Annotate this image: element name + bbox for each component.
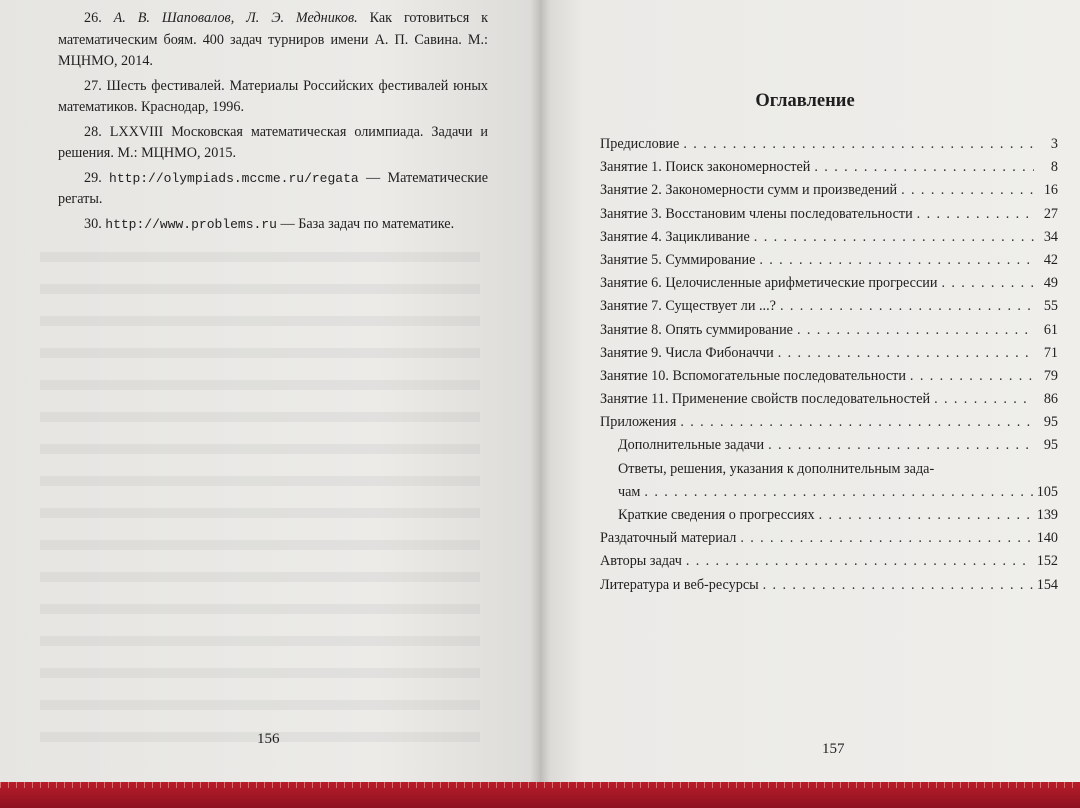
toc-entry-page: 95	[1043, 437, 1058, 454]
toc-leader-dots	[759, 252, 1034, 269]
toc-entry-page: 86	[1043, 391, 1058, 408]
toc-entry-page: 3	[1050, 136, 1058, 152]
toc-entry-page: 42	[1043, 251, 1058, 268]
reference-item	[58, 8, 488, 73]
toc-leader-dots	[819, 507, 1033, 524]
toc-entry-label: Занятие 2. Закономерности сумм и произведений	[600, 182, 898, 199]
toc-leader-dots	[814, 159, 1034, 176]
toc-entry-page: 34	[1043, 228, 1058, 245]
reference-number: 30.	[84, 215, 102, 232]
toc-entry-page: 8	[1050, 159, 1058, 176]
toc-leader-dots	[686, 553, 1033, 570]
reference-text: — База задач по математике.	[276, 215, 455, 232]
toc-entry-label: Занятие 3. Восстановим члены последовательности	[600, 205, 913, 222]
toc-entry-label-line1: Ответы, решения, указания к дополнительным зада-	[618, 460, 935, 477]
toc-leader-dots	[941, 275, 1034, 292]
toc-entry-label: Занятие 10. Вспомогательные последовательности	[600, 367, 906, 384]
toc-entry	[600, 345, 1058, 368]
toc-entry-label: Раздаточный материал	[600, 530, 737, 547]
toc-entry-label: чам	[618, 483, 641, 500]
reference-item	[58, 122, 488, 165]
page-number-left: 156	[257, 731, 280, 747]
toc-leader-dots	[763, 577, 1033, 594]
toc-entry-page: 105	[1036, 483, 1058, 500]
toc-entry-label: Занятие 6. Целочисленные арифметические прогрессии	[600, 275, 938, 292]
toc-leader-dots	[754, 229, 1034, 246]
toc-entry-page: 49	[1043, 275, 1058, 292]
toc-title: Оглавление	[755, 91, 855, 111]
toc-entry-label: Занятие 1. Поиск закономерностей	[600, 159, 811, 176]
toc-entry-page: 152	[1036, 553, 1058, 570]
toc-entry	[600, 368, 1058, 391]
toc-entry-page: 139	[1036, 507, 1058, 523]
reference-number: 27.	[84, 77, 102, 94]
toc-entry	[600, 206, 1058, 229]
toc-entry-label: Краткие сведения о прогрессиях	[618, 507, 815, 523]
toc-entry	[600, 553, 1058, 576]
reference-number: 26.	[84, 10, 102, 26]
reference-url: http://www.problems.ru	[105, 216, 277, 232]
toc-entry	[600, 136, 1058, 159]
red-table-surface	[0, 782, 1080, 808]
reference-text: — Математические регаты.	[58, 169, 489, 207]
toc-entry-label: Занятие 7. Существует ли ...?	[600, 298, 776, 315]
toc-entry	[600, 298, 1058, 321]
toc-subentry	[600, 437, 1058, 460]
reference-item	[58, 168, 488, 211]
toc-leader-dots	[778, 345, 1034, 362]
toc-entry-page: 71	[1043, 344, 1058, 361]
toc-entry-page: 61	[1043, 321, 1058, 338]
toc-entry	[600, 577, 1058, 600]
toc-entry	[600, 322, 1058, 345]
toc-entry	[600, 414, 1058, 437]
toc-entry	[600, 229, 1058, 252]
toc-entry-page: 154	[1036, 576, 1058, 593]
toc-entry-label: Занятие 9. Числа Фибоначчи	[600, 344, 774, 361]
toc-leader-dots	[740, 530, 1032, 547]
reference-authors: А. В. Шаповалов, Л. Э. Медников.	[113, 10, 358, 26]
toc-entry-label: Литература и веб-ресурсы	[600, 576, 759, 593]
toc-entry	[600, 159, 1058, 182]
reference-text: Шесть фестивалей. Материалы Российских фестивалей юных математиков. Краснодар, 1996.	[58, 77, 488, 115]
reference-list	[58, 8, 488, 238]
toc-entry-label: Занятие 4. Зацикливание	[600, 228, 750, 245]
reference-number: 29.	[84, 169, 102, 186]
toc-entry-label: Авторы задач	[600, 553, 682, 570]
reference-url: http://olympiads.mccme.ru/regata	[109, 170, 359, 186]
table-of-contents	[600, 136, 1058, 600]
book-gutter	[530, 0, 550, 786]
toc-entry-page: 27	[1043, 205, 1058, 222]
toc-entry-label: Дополнительные задачи	[618, 437, 765, 454]
reference-number: 28.	[84, 123, 102, 140]
toc-leader-dots	[768, 437, 1034, 454]
bleed-through-text	[40, 230, 500, 710]
reference-text: LXXVIII Московская математическая олимпиада. Задачи и решения. М.: МЦНМО, 2015.	[58, 123, 488, 161]
toc-entry-label: Предисловие	[600, 136, 680, 152]
toc-entry-label: Приложения	[600, 414, 677, 431]
toc-entry-label: Занятие 5. Суммирование	[600, 251, 756, 268]
toc-entry	[600, 182, 1058, 205]
toc-leader-dots	[644, 484, 1032, 501]
toc-entry-page: 140	[1036, 530, 1058, 547]
toc-leader-dots	[683, 136, 1034, 153]
reference-text: Как готовиться к математическим боям. 400 задач турниров имени А. П. Савина. М.: МЦНМО, 2014.	[58, 10, 489, 69]
toc-leader-dots	[910, 368, 1034, 385]
left-page	[0, 0, 540, 786]
toc-entry	[600, 275, 1058, 298]
toc-leader-dots	[780, 298, 1034, 315]
toc-entry-page: 55	[1043, 298, 1058, 315]
toc-entry-page: 95	[1043, 414, 1058, 431]
toc-leader-dots	[797, 322, 1034, 339]
toc-subentry	[600, 507, 1058, 530]
toc-leader-dots	[917, 206, 1034, 223]
toc-entry	[600, 530, 1058, 553]
toc-entry	[600, 252, 1058, 275]
toc-subentry	[600, 484, 1058, 507]
toc-entry-label: Занятие 11. Применение свойств последовательностей	[600, 391, 931, 408]
toc-entry	[600, 391, 1058, 414]
toc-leader-dots	[680, 414, 1034, 431]
reference-item	[58, 76, 488, 119]
reference-item	[58, 214, 488, 236]
toc-entry-page: 16	[1043, 182, 1058, 199]
toc-entry-page: 79	[1043, 367, 1058, 384]
toc-leader-dots	[901, 182, 1034, 199]
toc-entry-label: Занятие 8. Опять суммирование	[600, 321, 793, 338]
page-number-right: 157	[822, 741, 845, 757]
toc-leader-dots	[934, 391, 1034, 408]
